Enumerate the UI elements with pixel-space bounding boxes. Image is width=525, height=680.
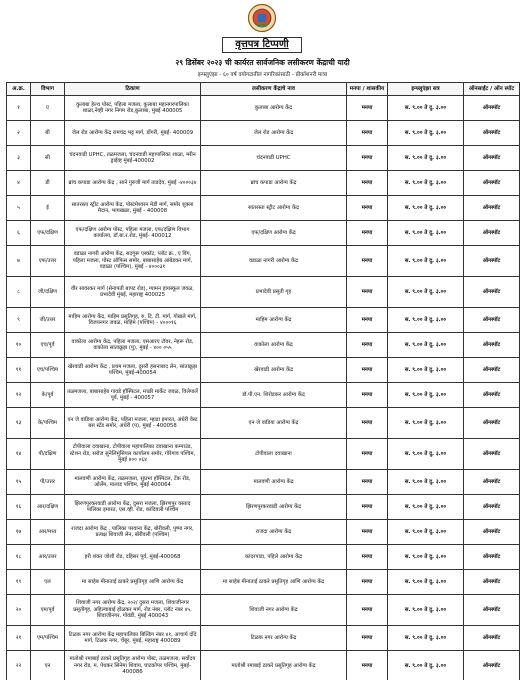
col-header-ward: विभाग — [31, 83, 65, 96]
row-address: शिवाजी नगर आरोग्य केंद्र, २०२/ दुसरा मजला, शिवाजीनगर प्रसूतीगृह, अहिल्याबाई होळकर मार्ग, रोड नंबर, प्लॉट नंबर ४५, शिवाजीनगर, गोवंडी, मुंबई 400043 — [65, 595, 201, 626]
row-session-time: स. ९.०० ते दु. ३.०० — [388, 196, 464, 221]
table-row — [7, 626, 520, 651]
row-ward: के/पश्चिम — [31, 408, 65, 439]
row-session-time: स. ९.०० ते दु. ३.०० — [388, 246, 464, 277]
row-session-time: स. ९.०० ते दु. ३.०० — [388, 408, 464, 439]
table-row — [7, 358, 520, 383]
row-mode: ऑनस्पॉट — [464, 626, 520, 651]
row-centre-name: वाकोला आरोग्य केंद्र — [201, 333, 347, 358]
table-row — [7, 570, 520, 595]
row-serial: १९ — [7, 570, 31, 595]
row-type: मनपा — [347, 570, 388, 595]
col-header-session: इन्फ्लुएंझा सत्र — [388, 83, 464, 96]
row-session-time: स. ९.०० ते दु. ३.०० — [388, 570, 464, 595]
row-type: मनपा — [347, 96, 388, 121]
col-header-centre-name: लसीकरण केंद्राचे नाव — [201, 83, 347, 96]
table-row — [7, 495, 520, 520]
row-centre-name: मा साहेब मीनाताई ठाकरे प्रसूतिगृह आणि आरोग्य केंद्र — [201, 570, 347, 595]
row-mode: ऑनस्पॉट — [464, 308, 520, 333]
table-row — [7, 651, 520, 680]
row-mode: ऑनस्पॉट — [464, 121, 520, 146]
row-centre-name: एन जे वाडिया आरोग्य केंद्र — [201, 408, 347, 439]
row-ward: एम/पश्चिम — [31, 626, 65, 651]
row-address: कुलाबा हेल्थ पोस्ट, पहिला मजला, कुलाबा महानगरपालिका शाळा,नेव्ही नगर निगम रोड,कुलाबा, मुंबई 400005 — [65, 96, 201, 121]
row-serial: १५ — [7, 470, 31, 495]
row-ward: सी — [31, 146, 65, 171]
row-session-time: स. ९.०० ते दु. ३.०० — [388, 308, 464, 333]
row-mode: ऑनस्पॉट — [464, 545, 520, 570]
row-address: टिळक नगर आरोग्य केंद्र महापालिका बिल्डिंग नंबर ४१, आचार्य दोंदे मार्ग, टिळक नगर, चेंबूर, मुंबई, महाराष्ट्र 400089 — [65, 626, 201, 651]
row-address: वडाळा नागरी आरोग्य केंद्र, सदगुरू एस्कॉट, प्लॉट क्र., ए विंग, पहिला मजला, पोस्ट ऑफिस समोर, बाबासाहेब आंबेडकर मार्ग, वडाळा (पश्चिम), मुंबई - ४०००३१ — [65, 246, 201, 277]
row-ward: ई — [31, 196, 65, 221]
row-type: मनपा — [347, 470, 388, 495]
table-row — [7, 221, 520, 246]
row-centre-name: वडाळा नागरी आरोग्य केंद्र — [201, 246, 347, 277]
row-serial: २१ — [7, 626, 31, 651]
row-centre-name: मातोश्री रमाबाई ठाकरे प्रसूतिगृह आरोग्य केंद्र — [201, 651, 347, 680]
row-mode: ऑनस्पॉट — [464, 171, 520, 196]
table-row — [7, 146, 520, 171]
row-centre-name: टोपीवाला दवाखाना — [201, 439, 347, 470]
row-ward: एफ/दक्षिण — [31, 221, 65, 246]
row-ward: डी — [31, 171, 65, 196]
row-serial: १ — [7, 96, 31, 121]
row-serial: १६ — [7, 495, 31, 520]
row-centre-name: शिवाजी नगर आरोग्य केंद्र — [201, 595, 347, 626]
table-row — [7, 439, 520, 470]
row-serial: ४ — [7, 171, 31, 196]
col-header-serial: अ.क्र. — [7, 83, 31, 96]
row-serial: २० — [7, 595, 31, 626]
row-serial: ९ — [7, 308, 31, 333]
table-header-row — [7, 83, 520, 96]
row-ward: एल — [31, 570, 65, 595]
row-ward: आर/दक्षिण — [31, 495, 65, 520]
row-centre-name: माहिम आरोग्य केंद्र — [201, 308, 347, 333]
row-type: मनपा — [347, 171, 388, 196]
row-mode: ऑनस्पॉट — [464, 196, 520, 221]
row-session-time: स. ९.०० ते दु. ३.०० — [388, 121, 464, 146]
row-address: टोपीवाला दवाखाना, टोपीवाला महापालिका दवाखाना कम्पाउंड, स्टेशन रोड, सरोज सुनेलिमुंसिपल कार्यालय समोर, गोरेगाव पश्चिम, मुंबई ४०० ०६४ — [65, 439, 201, 470]
row-ward: पी/दक्षिण — [31, 439, 65, 470]
row-centre-name: खेरवाडी आरोग्य केंद्र — [201, 358, 347, 383]
row-address: तळमजला, बाबासाहेब गावडे हॉस्पिटल, मच्छी मार्केट जवळ, विलेपार्ले पूर्व, मुंबई - 400057 — [65, 383, 201, 408]
row-type: मनपा — [347, 626, 388, 651]
row-address: सातरस्ता स्ट्रीट आरोग्य केंद्र, पोस्टमेश्वरन मेडी मार्ग, समोर शुक्ला मैदान, भायखळा, मुंबई - 400008 — [65, 196, 201, 221]
row-mode: ऑनस्पॉट — [464, 570, 520, 595]
row-type: मनपा — [347, 358, 388, 383]
row-ward: के/पूर्व — [31, 383, 65, 408]
row-type: मनपा — [347, 277, 388, 308]
row-centre-name: प्रभादेवी प्रसूती गृह — [201, 277, 347, 308]
col-header-mode: ऑनसाईट / ऑन स्पॉट — [464, 83, 520, 96]
row-serial: ६ — [7, 221, 31, 246]
row-ward: एम/पूर्व — [31, 595, 65, 626]
row-type: मनपा — [347, 196, 388, 221]
row-serial: १८ — [7, 545, 31, 570]
table-row — [7, 545, 520, 570]
row-session-time: स. ९.०० ते दु. ३.०० — [388, 333, 464, 358]
row-address: खेरवाडी आरोग्य केंद्र , प्रथम मजला, दुसरी हसनाबाद लेन, सांताक्रूझ पश्चिम, मुंबई-400054 — [65, 358, 201, 383]
row-session-time: स. ९.०० ते दु. ३.०० — [388, 221, 464, 246]
row-serial: ११ — [7, 358, 31, 383]
row-type: मनपा — [347, 383, 388, 408]
row-serial: १३ — [7, 408, 31, 439]
page-title: वृत्तपत्र टिप्पणी — [222, 37, 302, 53]
row-serial: ७ — [7, 246, 31, 277]
row-address: मालवणी आरोग्य केंद्र, तळमजला, सुप्रभा हॉस्पिटल, टेंक रोड, ओर्लेम, मालाड पश्चिम, मुंबई 400064 — [65, 470, 201, 495]
row-type: मनपा — [347, 495, 388, 520]
row-session-time: स. ९.०० ते दु. ३.०० — [388, 96, 464, 121]
row-ward: जी/उत्तर — [31, 308, 65, 333]
row-centre-name: झिरणपूरकरवाडी आरोग्य केंद्र — [201, 495, 347, 520]
row-session-time: स. ९.०० ते दु. ३.०० — [388, 358, 464, 383]
row-address: चंदनवाडी UPHC, तळमजला, चंदनवाडी महापालिका शाळा, मरीन ड्राईव्ह मुंबई-400002 — [65, 146, 201, 171]
row-address: झिरणपूरकरवाडी आरोग्य केंद्र, दुसरा मजला, झिरणपूर वस्ताद पालिका इमारत, एस.व्ही. रोड, कांदिवली पश्चिम — [65, 495, 201, 520]
row-mode: ऑनस्पॉट — [464, 246, 520, 277]
row-centre-name: टिळक नगर आरोग्य केंद्र — [201, 626, 347, 651]
row-mode: ऑनस्पॉट — [464, 408, 520, 439]
table-row — [7, 595, 520, 626]
row-mode: ऑनस्पॉट — [464, 651, 520, 680]
table-row — [7, 308, 520, 333]
row-session-time: स. ९.०० ते दु. ३.०० — [388, 439, 464, 470]
row-serial: १० — [7, 333, 31, 358]
row-serial: ३ — [7, 146, 31, 171]
row-address: मातोश्री रमाबाई ठाकरे प्रसूतिगृह आरोग्य पोस्ट, तळमजला, सर्वोदय नगर रोड, म. पेथकर सिनेमा शिवाय, घाटकोपर पश्चिम, मुंबई- 400086 — [65, 651, 201, 680]
row-address: एफ/दक्षिण आरोग्य पोस्ट, पहिला मजला, एफ/दक्षिण विभाग कार्यालय, डॉ.बा.र.रोड, मुंबई- 400012 — [65, 221, 201, 246]
row-centre-name: डॉ.पी.एन. शिरोडकर आरोग्य केंद्र — [201, 383, 347, 408]
table-row — [7, 333, 520, 358]
table-row — [7, 196, 520, 221]
table-row — [7, 171, 520, 196]
table-row — [7, 470, 520, 495]
row-centre-name: सातरस्ता स्ट्रीट आरोग्य केंद्र — [201, 196, 347, 221]
vaccine-note: इन्फ्लुएंझा - ६० वर्ष वयोगटातील नागरिकांसाठी - प्रीकॉशनरी मात्रा — [197, 72, 328, 78]
row-type: मनपा — [347, 408, 388, 439]
row-mode: ऑनस्पॉट — [464, 520, 520, 545]
row-session-time: स. ९.०० ते दु. ३.०० — [388, 171, 464, 196]
row-serial: १४ — [7, 439, 31, 470]
row-session-time: स. ९.०० ते दु. ३.०० — [388, 470, 464, 495]
row-centre-name: ब्रांच कपाडा आरोग्य केंद्र — [201, 171, 347, 196]
row-type: मनपा — [347, 221, 388, 246]
row-session-time: स. ९.०० ते दु. ३.०० — [388, 146, 464, 171]
row-type: मनपा — [347, 146, 388, 171]
col-header-type: मनपा / शासकीय — [347, 83, 388, 96]
row-centre-name: जेल रोड आरोग्य केंद्र — [201, 121, 347, 146]
row-ward: आर/मध्य — [31, 520, 65, 545]
row-type: मनपा — [347, 520, 388, 545]
table-row — [7, 121, 520, 146]
table-row — [7, 246, 520, 277]
row-mode: ऑनस्पॉट — [464, 333, 520, 358]
row-centre-name: कुलाबा आरोग्य केंद्र — [201, 96, 347, 121]
row-ward: एन — [31, 651, 65, 680]
row-address: एन जे वाडिया आरोग्य केंद्र, पहिला मजला, म्हाडा इमारत, अंधेरी वेस्ट बस स्टॅंड समोर, अंधेरी (प), मुंबई - 400058 — [65, 408, 201, 439]
row-session-time: स. ९.०० ते दु. ३.०० — [388, 520, 464, 545]
row-serial: ८ — [7, 277, 31, 308]
row-session-time: स. ९.०० ते दु. ३.०० — [388, 626, 464, 651]
vaccination-centre-table — [6, 82, 520, 680]
row-mode: ऑनस्पॉट — [464, 96, 520, 121]
row-session-time: स. ९.०० ते दु. ३.०० — [388, 545, 464, 570]
page-subtitle: २९ डिसेंबर २०२३ ची कार्यरत सार्वजनिक लसीकरण केंद्राची यादी — [175, 58, 350, 67]
row-type: मनपा — [347, 308, 388, 333]
row-mode: ऑनस्पॉट — [464, 495, 520, 520]
table-row — [7, 277, 520, 308]
row-ward: जी/दक्षिण — [31, 277, 65, 308]
row-address: माहिम आरोग्य केंद्र, माहिम प्रसूतिगृह, रु. टि. टी. मार्ग, गोखले मार्ग, विजयनगर जवळ, माहिम (पश्चिम) - ४०००१६ — [65, 308, 201, 333]
row-mode: ऑनस्पॉट — [464, 146, 520, 171]
row-centre-name: चंदनवाडी UPHC — [201, 146, 347, 171]
row-session-time: स. ९.०० ते दु. ३.०० — [388, 595, 464, 626]
row-type: मनपा — [347, 651, 388, 680]
row-mode: ऑनस्पॉट — [464, 277, 520, 308]
table-row — [7, 520, 520, 545]
row-mode: ऑनस्पॉट — [464, 221, 520, 246]
table-row — [7, 96, 520, 121]
row-session-time: स. ९.०० ते दु. ३.०० — [388, 277, 464, 308]
table-row — [7, 383, 520, 408]
row-centre-name: एफ/दक्षिण आरोग्य केंद्र — [201, 221, 347, 246]
row-centre-name: राजदा आरोग्य केंद्र — [201, 520, 347, 545]
row-mode: ऑनस्पॉट — [464, 470, 520, 495]
row-type: मनपा — [347, 121, 388, 146]
row-ward: बी — [31, 121, 65, 146]
row-address: जेल रोड आरोग्य केंद्र रामचंद्र भट्ट मार्ग, डोंगरी, मुंबई- 400009 — [65, 121, 201, 146]
row-serial: २ — [7, 121, 31, 146]
row-ward: ए — [31, 96, 65, 121]
row-serial: १२ — [7, 383, 31, 408]
row-ward: एच/पूर्व — [31, 333, 65, 358]
row-type: मनपा — [347, 595, 388, 626]
row-centre-name: कांदरपाडा, पहिले आरोग्य केंद्र — [201, 545, 347, 570]
row-type: मनपा — [347, 439, 388, 470]
row-centre-name: मालवणी आरोग्य केंद्र — [201, 470, 347, 495]
row-serial: १७ — [7, 520, 31, 545]
row-ward: एच/पश्चिम — [31, 358, 65, 383]
row-mode: ऑनस्पॉट — [464, 439, 520, 470]
table-row — [7, 408, 520, 439]
row-session-time: स. ९.०० ते दु. ३.०० — [388, 495, 464, 520]
row-ward: पी/उत्तर — [31, 470, 65, 495]
row-address: मा साहेब मीनाताई ठाकरे प्रसूतिगृह आणि आरोग्य केंद्र — [65, 570, 201, 595]
municipal-emblem-logo — [247, 3, 277, 33]
row-mode: ऑनस्पॉट — [464, 358, 520, 383]
row-mode: ऑनस्पॉट — [464, 383, 520, 408]
row-ward: आर/उत्तर — [31, 545, 65, 570]
row-address: राजदा आरोग्य केंद्र , पालिका परवाना केंद्र, बोरीवली, पुष्पा नगर, प्रत्यक्ष शिवाजी लेन, बोरीवली (पश्चिम) — [65, 520, 201, 545]
row-mode: ऑनस्पॉट — [464, 595, 520, 626]
row-address: ब्रांच कपाडा आरोग्य केंद्र , साने गुरुजी मार्ग ताडदेव, मुंबई -४०००३४ — [65, 171, 201, 196]
row-serial: २२ — [7, 651, 31, 680]
row-serial: ५ — [7, 196, 31, 221]
row-session-time: स. ९.०० ते दु. ३.०० — [388, 383, 464, 408]
row-type: मनपा — [347, 545, 388, 570]
col-header-address: ठिकाण — [65, 83, 201, 96]
row-type: मनपा — [347, 333, 388, 358]
row-type: मनपा — [347, 246, 388, 277]
row-address: वीर सावरकर मार्ग (सेनापती बापट रोड), ग्यामन हायस्कूल जवळ, प्रभादेवी मुंबई, महाराष्ट्र 400025 — [65, 277, 201, 308]
row-address: वाकोला आरोग्य केंद्र, पहिला मजला, एसआरए टॉवर, नेहरू रोड, वाकोला सांताक्रूझ (पु), मुंबई - ४०० ०५५ — [65, 333, 201, 358]
row-address: हरी शंकर जोशी रोड, दहिसर पूर्व, मुंबई-400068 — [65, 545, 201, 570]
row-session-time: स. ९.०० ते दु. ३.०० — [388, 651, 464, 680]
row-ward: एफ/उत्तर — [31, 246, 65, 277]
